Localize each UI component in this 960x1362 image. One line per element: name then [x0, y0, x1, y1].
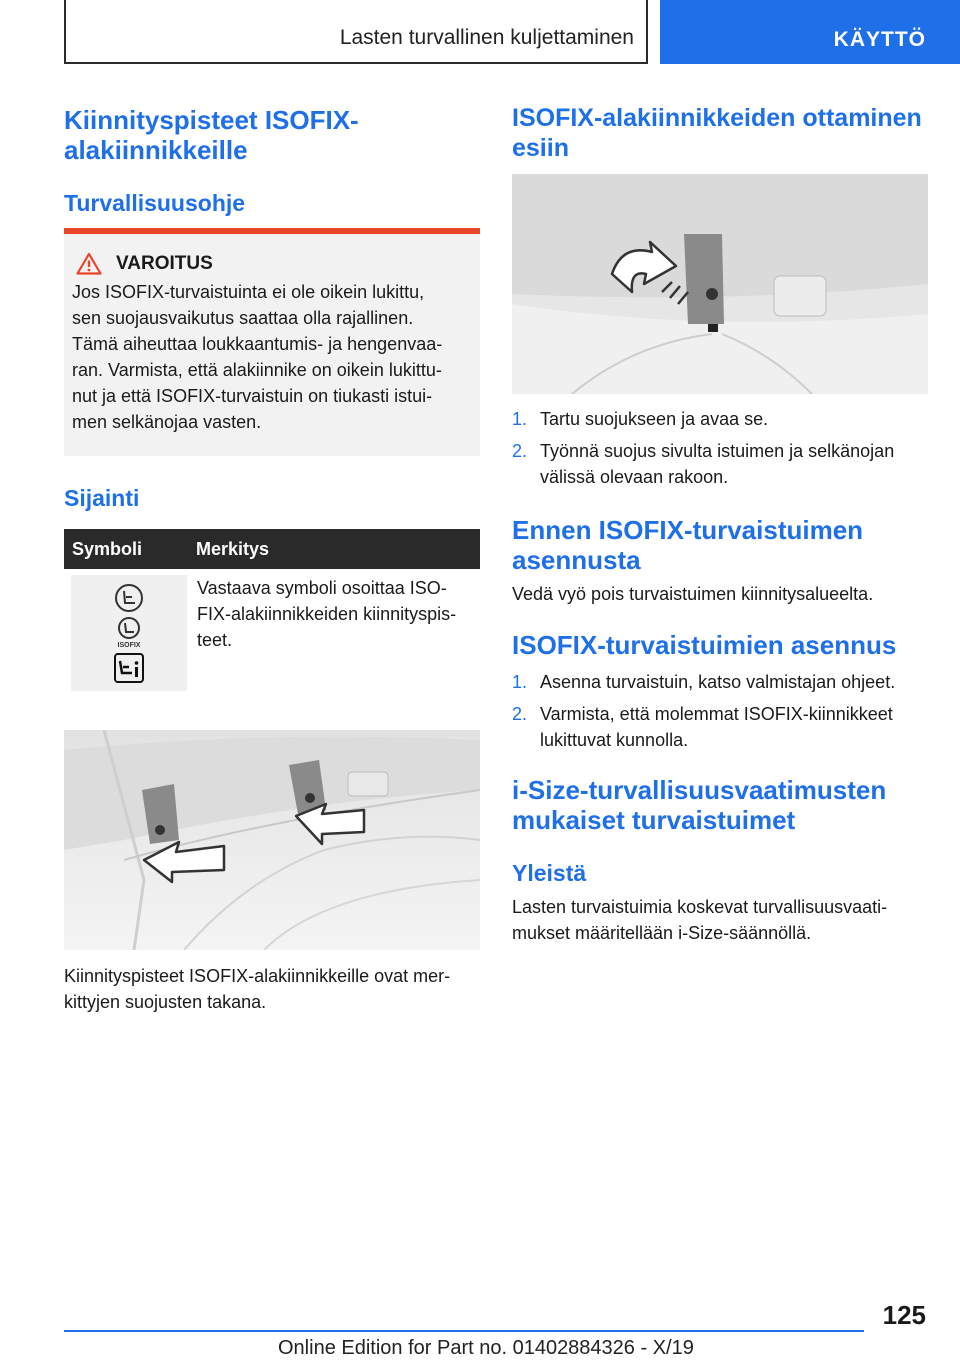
list-number: 2. — [512, 704, 528, 724]
list-number: 1. — [512, 409, 528, 429]
list-text — [540, 438, 894, 490]
general-subheading: Yleistä — [512, 860, 587, 886]
chapter-tab: KÄYTTÖ — [833, 28, 926, 51]
meaning-cell — [197, 575, 477, 738]
list-line: välissä olevaan rakoon. — [540, 467, 729, 487]
page-number: 125 — [882, 1300, 926, 1330]
meaning-line: FIX-alakiinnikkeiden kiinnityspis- — [197, 604, 457, 624]
warning-line: Tämä aiheuttaa loukkaantumis- ja hengenvaa- — [72, 334, 443, 354]
general-line: mukset määritellään i-Size-säännöllä. — [512, 923, 812, 943]
heading-line: Kiinnityspisteet ISOFIX- — [64, 105, 359, 135]
heading-line: esiin — [512, 134, 569, 162]
running-header-section — [64, 0, 648, 64]
location-subheading: Sijainti — [64, 485, 140, 511]
warning-line: ran. Varmista, että alakiinnike on oikein lukittu- — [72, 360, 442, 380]
warning-triangle-icon — [76, 252, 102, 275]
heading-line: asennusta — [512, 545, 641, 575]
table-header-symbol: Symboli — [72, 538, 143, 559]
list-number: 2. — [512, 441, 528, 461]
running-header-chapter — [660, 0, 960, 64]
meaning-line: Vastaava symboli osoittaa ISO- — [197, 578, 447, 598]
table-row — [64, 569, 480, 739]
warning-box — [64, 228, 480, 456]
footer-rule — [64, 1330, 864, 1332]
list-item — [512, 701, 932, 753]
list-item — [512, 438, 932, 490]
safety-subheading: Turvallisuusohje — [64, 190, 246, 216]
table-header-meaning: Merkitys — [196, 538, 270, 559]
seat-cover-illustration — [512, 174, 928, 394]
before-install-text: Vedä vyö pois turvaistuimen kiinnitysalueelta. — [512, 584, 874, 604]
warning-line: men selkänojaa vasten. — [72, 412, 262, 432]
before-install-heading — [512, 515, 932, 575]
list-item — [512, 669, 932, 695]
meaning-line: teet. — [197, 630, 233, 650]
table-header — [64, 529, 480, 569]
warning-line: sen suojausvaikutus saattaa olla rajallinen. — [72, 308, 414, 328]
warning-line: Jos ISOFIX-turvaistuinta ei ole oikein lukittu, — [72, 282, 425, 302]
isofix-location-illustration — [64, 730, 480, 950]
heading-line: alakiinnikkeille — [64, 135, 248, 165]
heading-line: mukaiset turvaistuimet — [512, 805, 796, 835]
heading-line: Ennen ISOFIX-turvaistuimen — [512, 515, 864, 545]
caption-line: kittyjen suojusten takana. — [64, 992, 267, 1012]
steps-list-2 — [512, 669, 932, 753]
list-number: 1. — [512, 672, 528, 692]
warning-text — [72, 279, 472, 435]
seat-illustration — [64, 730, 480, 950]
list-line: Työnnä suojus sivulta istuimen ja selkänojan — [540, 441, 895, 461]
list-text: Tartu suojukseen ja avaa se. — [540, 409, 769, 429]
caption-line: Kiinnityspisteet ISOFIX-alakiinnikkeille ovat mer- — [64, 966, 451, 986]
heading-line: i-Size-turvallisuusvaatimusten — [512, 775, 887, 805]
list-text: Asenna turvaistuin, katso valmistajan ohjeet. — [540, 672, 896, 692]
list-item — [512, 406, 932, 432]
list-line: Varmista, että molemmat ISOFIX-kiinnikkeet — [540, 704, 893, 724]
general-line: Lasten turvaistuimia koskevat turvallisuusvaati- — [512, 897, 888, 917]
warning-title: VAROITUS — [116, 252, 213, 274]
illustration-caption — [64, 963, 484, 1015]
list-line: lukittuvat kunnolla. — [540, 730, 689, 750]
footer-edition: Online Edition for Part no. 01402884326 - X/19 — [278, 1337, 694, 1359]
section-title: Lasten turvallinen kuljettaminen — [339, 26, 634, 49]
warning-title-row — [76, 252, 472, 275]
child-seat-circle-icon — [114, 583, 144, 613]
isofix-symbol-icon — [111, 617, 147, 649]
left-main-heading — [64, 105, 484, 165]
i-size-seat-icon — [114, 653, 144, 683]
isofix-label: ISOFIX — [117, 642, 141, 649]
list-text — [540, 701, 893, 753]
right-main-heading — [512, 103, 932, 163]
install-heading: ISOFIX-turvaistuimien asennus — [512, 630, 897, 660]
warning-line: nut ja että ISOFIX-turvaistuin on tiukasti istui- — [72, 386, 433, 406]
symbol-cell — [71, 575, 187, 691]
isize-heading — [512, 775, 932, 835]
heading-line: ISOFIX-alakiinnikkeiden ottaminen — [512, 104, 922, 132]
cover-open-illustration — [512, 174, 928, 394]
general-text — [512, 894, 932, 946]
symbol-table — [64, 529, 480, 739]
steps-list-1 — [512, 406, 932, 490]
